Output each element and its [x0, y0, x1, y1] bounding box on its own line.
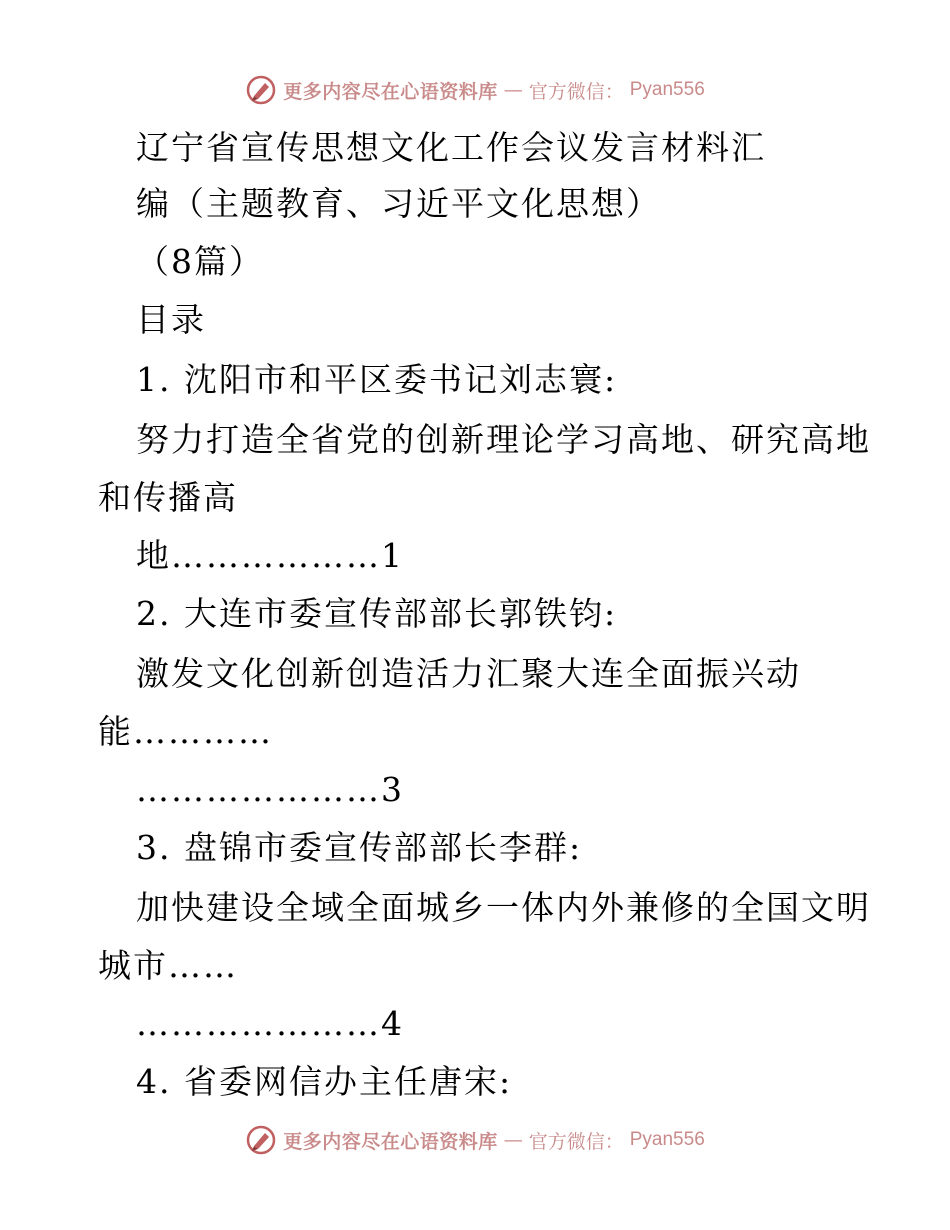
watermark-separator: — [503, 79, 523, 101]
toc-entry-1-title-line-3: 地………………1 [136, 536, 404, 575]
pen-logo-icon [245, 1124, 277, 1156]
toc-entry-3-title-line-3: …………………4 [136, 1004, 404, 1043]
watermark-contact-label: 官方微信： [528, 1130, 624, 1153]
toc-entry-2-title-line-1: 激发文化创新创造活力汇聚大连全面振兴动 [136, 654, 801, 693]
pen-logo-icon [245, 74, 277, 106]
toc-entry-3-title-line-1: 加快建设全域全面城乡一体内外兼修的全国文明 [136, 888, 871, 927]
document-article-count: （8篇） [136, 242, 264, 281]
header-watermark [0, 70, 950, 110]
toc-entry-1-title-line-1: 努力打造全省党的创新理论学习高地、研究高地 [136, 420, 871, 459]
watermark-contact-id: Pyan556 [629, 1129, 705, 1150]
toc-entry-2-title-line-3: …………………3 [136, 770, 404, 809]
toc-entry-3-heading: 3. 盘锦市委宣传部部长李群: [136, 828, 583, 867]
document-title-line-2: 编（主题教育、习近平文化思想） [136, 184, 661, 223]
toc-entry-3-title-line-2: 城市…… [98, 946, 238, 985]
toc-entry-2-heading: 2. 大连市委宣传部部长郭铁钧: [136, 594, 618, 633]
toc-entry-2-title-line-2: 能………… [98, 712, 273, 751]
watermark-contact-id: Pyan556 [629, 79, 705, 100]
toc-entry-4-heading: 4. 省委网信办主任唐宋: [136, 1062, 513, 1101]
footer-watermark [0, 1120, 950, 1160]
watermark-contact-label: 官方微信： [528, 80, 624, 103]
watermark-separator: — [503, 1129, 523, 1151]
toc-entry-1-heading: 1. 沈阳市和平区委书记刘志寰: [136, 360, 618, 399]
watermark-text: 更多内容尽在心语资料库 [283, 1130, 498, 1153]
toc-entry-1-title-line-2: 和传播高 [98, 478, 238, 517]
toc-heading: 目录 [136, 300, 206, 339]
watermark-text: 更多内容尽在心语资料库 [283, 80, 498, 103]
document-title-line-1: 辽宁省宣传思想文化工作会议发言材料汇 [136, 128, 766, 167]
